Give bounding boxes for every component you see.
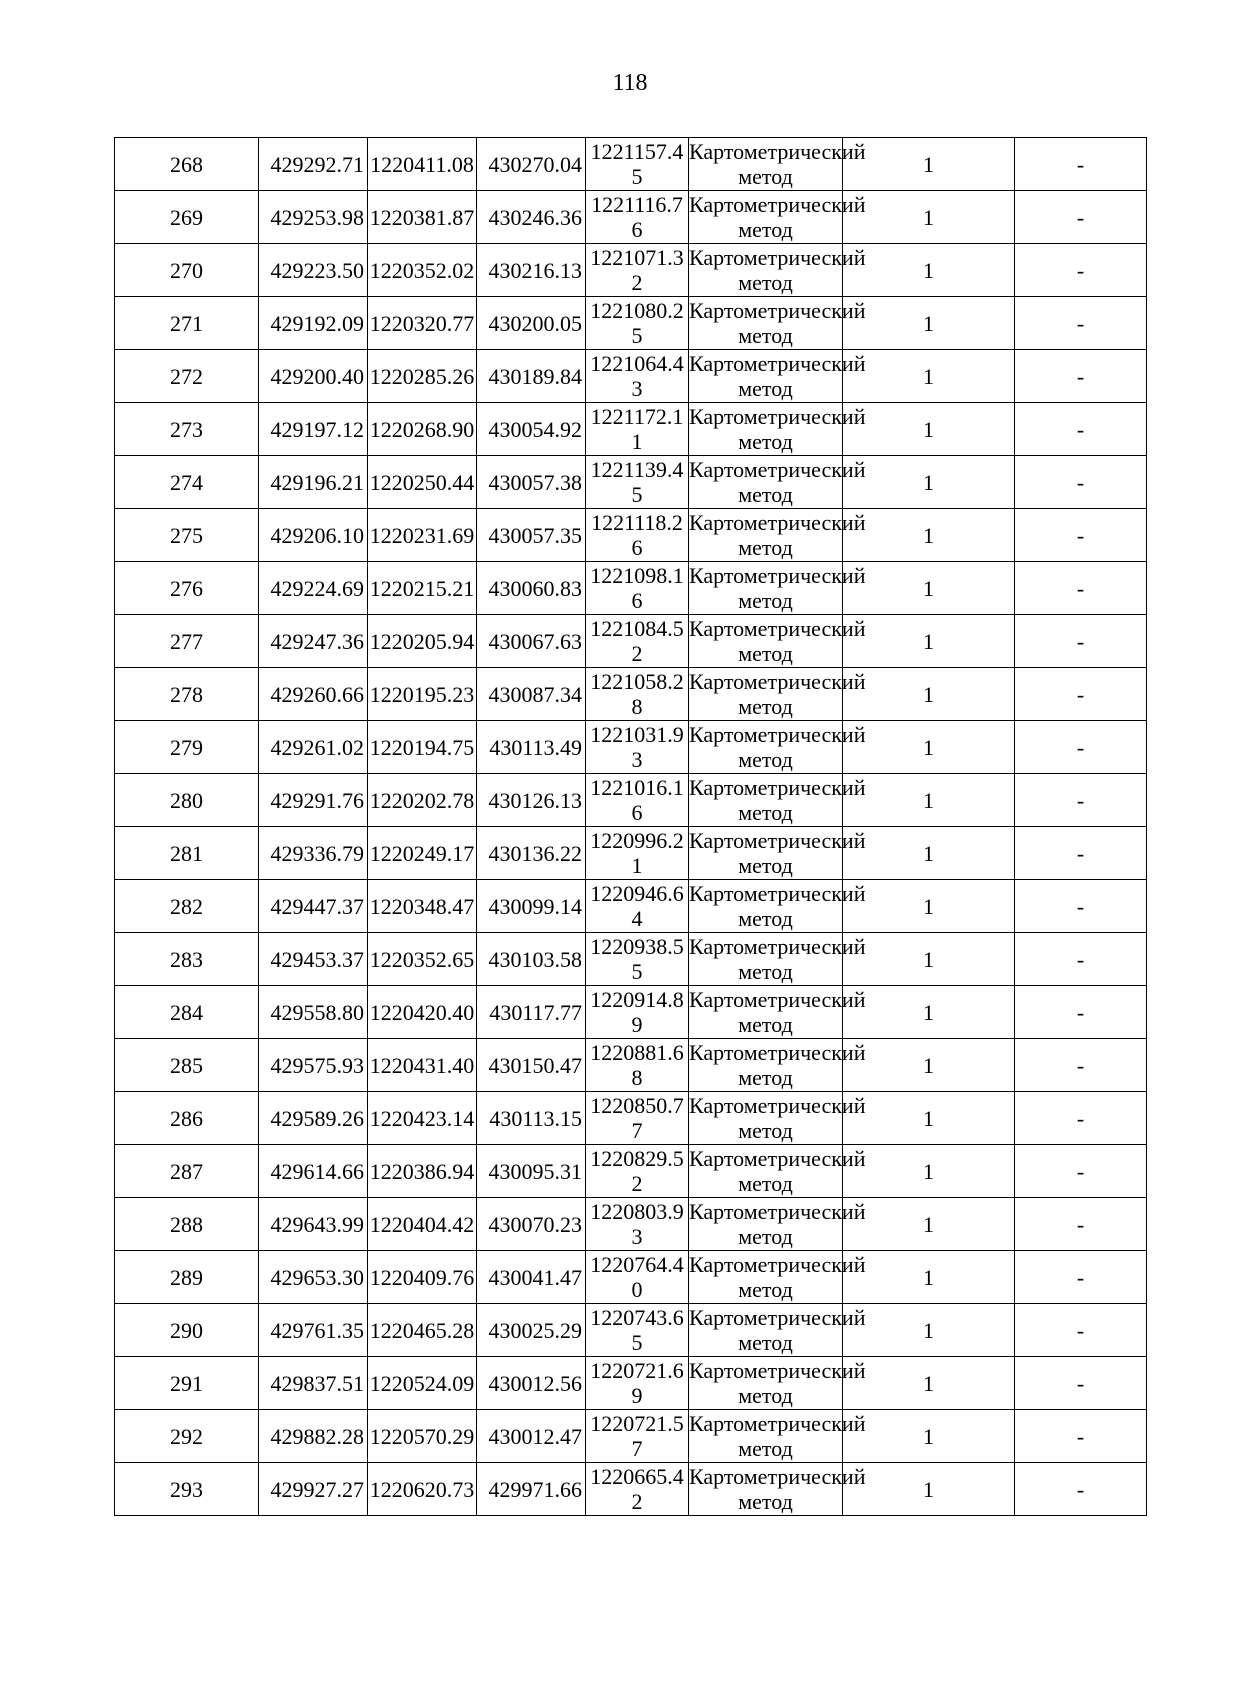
accuracy-cell: 1 — [843, 138, 1015, 191]
accuracy-cell: 1 — [843, 1251, 1015, 1304]
table-row — [115, 1357, 1147, 1410]
y2-cell: 1221118.26 — [586, 509, 689, 562]
note-cell: - — [1015, 1357, 1147, 1410]
y2-cell: 1220881.68 — [586, 1039, 689, 1092]
y2-cell: 1220829.52 — [586, 1145, 689, 1198]
x1-cell: 429247.36 — [259, 615, 368, 668]
method-cell: Картометрический метод — [689, 775, 866, 825]
x2-cell: 430087.34 — [477, 668, 586, 721]
y2-cell: 1221098.16 — [586, 562, 689, 615]
x1-cell: 429453.37 — [259, 933, 368, 986]
method-cell: Картометрический метод — [689, 1411, 866, 1461]
y2-cell: 1221058.28 — [586, 668, 689, 721]
y1-cell: 1220431.40 — [368, 1039, 477, 1092]
note-cell: - — [1015, 1198, 1147, 1251]
method-cell: Картометрический метод — [689, 298, 866, 348]
accuracy-cell: 1 — [843, 986, 1015, 1039]
method-cell: Картометрический метод — [689, 404, 866, 454]
y2-cell: 1220743.65 — [586, 1304, 689, 1357]
accuracy-cell: 1 — [843, 1145, 1015, 1198]
y1-cell: 1220202.78 — [368, 774, 477, 827]
accuracy-cell: 1 — [843, 1410, 1015, 1463]
method-cell: Картометрический метод — [689, 139, 866, 189]
note-cell: - — [1015, 986, 1147, 1039]
method-cell: Картометрический метод — [689, 1040, 866, 1090]
y1-cell: 1220231.69 — [368, 509, 477, 562]
method-cell: Картометрический метод — [689, 192, 866, 242]
x2-cell: 430054.92 — [477, 403, 586, 456]
accuracy-cell: 1 — [843, 668, 1015, 721]
accuracy-cell: 1 — [843, 456, 1015, 509]
table-row — [115, 1410, 1147, 1463]
x2-cell: 430117.77 — [477, 986, 586, 1039]
table-row — [115, 1198, 1147, 1251]
x1-cell: 429253.98 — [259, 191, 368, 244]
table-row — [115, 721, 1147, 774]
accuracy-cell: 1 — [843, 880, 1015, 933]
x1-cell: 429260.66 — [259, 668, 368, 721]
y1-cell: 1220409.76 — [368, 1251, 477, 1304]
y1-cell: 1220250.44 — [368, 456, 477, 509]
y1-cell: 1220352.02 — [368, 244, 477, 297]
table-row — [115, 1463, 1147, 1516]
table-row — [115, 1145, 1147, 1198]
x2-cell: 430060.83 — [477, 562, 586, 615]
accuracy-cell: 1 — [843, 1357, 1015, 1410]
accuracy-cell: 1 — [843, 1304, 1015, 1357]
x1-cell: 429614.66 — [259, 1145, 368, 1198]
point-number-cell: 285 — [115, 1039, 259, 1092]
x2-cell: 430126.13 — [477, 774, 586, 827]
table-row — [115, 880, 1147, 933]
note-cell: - — [1015, 721, 1147, 774]
x2-cell: 430216.13 — [477, 244, 586, 297]
x1-cell: 429558.80 — [259, 986, 368, 1039]
point-number-cell: 279 — [115, 721, 259, 774]
accuracy-cell: 1 — [843, 721, 1015, 774]
note-cell: - — [1015, 350, 1147, 403]
y2-cell: 1221157.45 — [586, 138, 689, 191]
table-row — [115, 456, 1147, 509]
y1-cell: 1220352.65 — [368, 933, 477, 986]
table-row — [115, 1092, 1147, 1145]
y2-cell: 1220946.64 — [586, 880, 689, 933]
y1-cell: 1220320.77 — [368, 297, 477, 350]
x1-cell: 429292.71 — [259, 138, 368, 191]
method-cell: Картометрический метод — [689, 1464, 866, 1514]
table-row — [115, 986, 1147, 1039]
note-cell: - — [1015, 244, 1147, 297]
y2-cell: 1220996.21 — [586, 827, 689, 880]
table-row — [115, 668, 1147, 721]
x2-cell: 429971.66 — [477, 1463, 586, 1516]
note-cell: - — [1015, 933, 1147, 986]
method-cell: Картометрический метод — [689, 616, 866, 666]
note-cell: - — [1015, 1463, 1147, 1516]
x1-cell: 429200.40 — [259, 350, 368, 403]
note-cell: - — [1015, 138, 1147, 191]
y1-cell: 1220411.08 — [368, 138, 477, 191]
y2-cell: 1221016.16 — [586, 774, 689, 827]
y2-cell: 1221064.43 — [586, 350, 689, 403]
x2-cell: 430095.31 — [477, 1145, 586, 1198]
x2-cell: 430270.04 — [477, 138, 586, 191]
x1-cell: 429261.02 — [259, 721, 368, 774]
y2-cell: 1221172.11 — [586, 403, 689, 456]
x1-cell: 429575.93 — [259, 1039, 368, 1092]
x1-cell: 429197.12 — [259, 403, 368, 456]
table-row — [115, 509, 1147, 562]
x2-cell: 430113.49 — [477, 721, 586, 774]
y2-cell: 1220803.93 — [586, 1198, 689, 1251]
x2-cell: 430246.36 — [477, 191, 586, 244]
note-cell: - — [1015, 562, 1147, 615]
accuracy-cell: 1 — [843, 827, 1015, 880]
method-cell: Картометрический метод — [689, 1358, 866, 1408]
accuracy-cell: 1 — [843, 1198, 1015, 1251]
point-number-cell: 275 — [115, 509, 259, 562]
point-number-cell: 273 — [115, 403, 259, 456]
point-number-cell: 292 — [115, 1410, 259, 1463]
point-number-cell: 272 — [115, 350, 259, 403]
method-cell: Картометрический метод — [689, 881, 866, 931]
x2-cell: 430099.14 — [477, 880, 586, 933]
note-cell: - — [1015, 1145, 1147, 1198]
y2-cell: 1221080.25 — [586, 297, 689, 350]
x2-cell: 430041.47 — [477, 1251, 586, 1304]
x2-cell: 430057.38 — [477, 456, 586, 509]
method-cell: Картометрический метод — [689, 934, 866, 984]
note-cell: - — [1015, 668, 1147, 721]
y1-cell: 1220420.40 — [368, 986, 477, 1039]
accuracy-cell: 1 — [843, 244, 1015, 297]
x2-cell: 430150.47 — [477, 1039, 586, 1092]
method-cell: Картометрический метод — [689, 245, 866, 295]
y1-cell: 1220195.23 — [368, 668, 477, 721]
accuracy-cell: 1 — [843, 297, 1015, 350]
coordinates-table — [114, 137, 1147, 1516]
x1-cell: 429837.51 — [259, 1357, 368, 1410]
accuracy-cell: 1 — [843, 509, 1015, 562]
accuracy-cell: 1 — [843, 774, 1015, 827]
x2-cell: 430113.15 — [477, 1092, 586, 1145]
point-number-cell: 290 — [115, 1304, 259, 1357]
y1-cell: 1220524.09 — [368, 1357, 477, 1410]
table-row — [115, 138, 1147, 191]
x2-cell: 430070.23 — [477, 1198, 586, 1251]
x1-cell: 429224.69 — [259, 562, 368, 615]
note-cell: - — [1015, 1039, 1147, 1092]
x2-cell: 430103.58 — [477, 933, 586, 986]
x2-cell: 430067.63 — [477, 615, 586, 668]
method-cell: Картометрический метод — [689, 1199, 866, 1249]
table-row — [115, 827, 1147, 880]
method-cell: Картометрический метод — [689, 351, 866, 401]
accuracy-cell: 1 — [843, 1092, 1015, 1145]
x1-cell: 429882.28 — [259, 1410, 368, 1463]
method-cell: Картометрический метод — [689, 828, 866, 878]
x1-cell: 429336.79 — [259, 827, 368, 880]
table-row — [115, 1251, 1147, 1304]
x2-cell: 430057.35 — [477, 509, 586, 562]
x1-cell: 429223.50 — [259, 244, 368, 297]
x2-cell: 430136.22 — [477, 827, 586, 880]
table-row — [115, 1039, 1147, 1092]
accuracy-cell: 1 — [843, 562, 1015, 615]
method-cell: Картометрический метод — [689, 1146, 866, 1196]
y1-cell: 1220465.28 — [368, 1304, 477, 1357]
y2-cell: 1221031.93 — [586, 721, 689, 774]
table-row — [115, 297, 1147, 350]
method-cell: Картометрический метод — [689, 563, 866, 613]
y1-cell: 1220381.87 — [368, 191, 477, 244]
point-number-cell: 293 — [115, 1463, 259, 1516]
table-row — [115, 774, 1147, 827]
y1-cell: 1220215.21 — [368, 562, 477, 615]
x1-cell: 429196.21 — [259, 456, 368, 509]
table-row — [115, 244, 1147, 297]
point-number-cell: 291 — [115, 1357, 259, 1410]
point-number-cell: 288 — [115, 1198, 259, 1251]
note-cell: - — [1015, 774, 1147, 827]
y2-cell: 1220721.69 — [586, 1357, 689, 1410]
point-number-cell: 289 — [115, 1251, 259, 1304]
note-cell: - — [1015, 1304, 1147, 1357]
point-number-cell: 281 — [115, 827, 259, 880]
note-cell: - — [1015, 615, 1147, 668]
y2-cell: 1220764.40 — [586, 1251, 689, 1304]
accuracy-cell: 1 — [843, 350, 1015, 403]
point-number-cell: 270 — [115, 244, 259, 297]
point-number-cell: 271 — [115, 297, 259, 350]
method-cell: Картометрический метод — [689, 457, 866, 507]
x1-cell: 429761.35 — [259, 1304, 368, 1357]
method-cell: Картометрический метод — [689, 722, 866, 772]
page-number: 118 — [612, 70, 648, 96]
accuracy-cell: 1 — [843, 933, 1015, 986]
note-cell: - — [1015, 297, 1147, 350]
y1-cell: 1220386.94 — [368, 1145, 477, 1198]
x1-cell: 429589.26 — [259, 1092, 368, 1145]
x1-cell: 429927.27 — [259, 1463, 368, 1516]
y1-cell: 1220249.17 — [368, 827, 477, 880]
x1-cell: 429291.76 — [259, 774, 368, 827]
method-cell: Картометрический метод — [689, 1305, 866, 1355]
point-number-cell: 276 — [115, 562, 259, 615]
method-cell: Картометрический метод — [689, 1252, 866, 1302]
note-cell: - — [1015, 827, 1147, 880]
point-number-cell: 286 — [115, 1092, 259, 1145]
y2-cell: 1221116.76 — [586, 191, 689, 244]
y2-cell: 1220850.77 — [586, 1092, 689, 1145]
y1-cell: 1220348.47 — [368, 880, 477, 933]
y2-cell: 1220914.89 — [586, 986, 689, 1039]
accuracy-cell: 1 — [843, 1463, 1015, 1516]
note-cell: - — [1015, 191, 1147, 244]
table-row — [115, 1304, 1147, 1357]
x2-cell: 430012.47 — [477, 1410, 586, 1463]
table-row — [115, 562, 1147, 615]
x1-cell: 429643.99 — [259, 1198, 368, 1251]
x2-cell: 430189.84 — [477, 350, 586, 403]
y1-cell: 1220205.94 — [368, 615, 477, 668]
y1-cell: 1220194.75 — [368, 721, 477, 774]
note-cell: - — [1015, 1092, 1147, 1145]
method-cell: Картометрический метод — [689, 987, 866, 1037]
y2-cell: 1221071.32 — [586, 244, 689, 297]
point-number-cell: 278 — [115, 668, 259, 721]
point-number-cell: 284 — [115, 986, 259, 1039]
table-body — [115, 138, 1147, 1516]
point-number-cell: 282 — [115, 880, 259, 933]
note-cell: - — [1015, 509, 1147, 562]
table-row — [115, 615, 1147, 668]
point-number-cell: 283 — [115, 933, 259, 986]
point-number-cell: 274 — [115, 456, 259, 509]
point-number-cell: 287 — [115, 1145, 259, 1198]
note-cell: - — [1015, 403, 1147, 456]
x2-cell: 430025.29 — [477, 1304, 586, 1357]
accuracy-cell: 1 — [843, 1039, 1015, 1092]
table-row — [115, 933, 1147, 986]
point-number-cell: 268 — [115, 138, 259, 191]
accuracy-cell: 1 — [843, 403, 1015, 456]
table-row — [115, 350, 1147, 403]
y1-cell: 1220404.42 — [368, 1198, 477, 1251]
method-cell: Картометрический метод — [689, 1093, 866, 1143]
point-number-cell: 280 — [115, 774, 259, 827]
method-cell: Картометрический метод — [689, 669, 866, 719]
note-cell: - — [1015, 1410, 1147, 1463]
method-cell: Картометрический метод — [689, 510, 866, 560]
x1-cell: 429206.10 — [259, 509, 368, 562]
x1-cell: 429192.09 — [259, 297, 368, 350]
y1-cell: 1220570.29 — [368, 1410, 477, 1463]
y1-cell: 1220285.26 — [368, 350, 477, 403]
y2-cell: 1220665.42 — [586, 1463, 689, 1516]
accuracy-cell: 1 — [843, 615, 1015, 668]
table-row — [115, 191, 1147, 244]
y2-cell: 1221139.45 — [586, 456, 689, 509]
note-cell: - — [1015, 880, 1147, 933]
y2-cell: 1221084.52 — [586, 615, 689, 668]
x1-cell: 429653.30 — [259, 1251, 368, 1304]
table-row — [115, 403, 1147, 456]
y1-cell: 1220423.14 — [368, 1092, 477, 1145]
y2-cell: 1220721.57 — [586, 1410, 689, 1463]
point-number-cell: 277 — [115, 615, 259, 668]
note-cell: - — [1015, 456, 1147, 509]
point-number-cell: 269 — [115, 191, 259, 244]
x2-cell: 430200.05 — [477, 297, 586, 350]
y2-cell: 1220938.55 — [586, 933, 689, 986]
y1-cell: 1220620.73 — [368, 1463, 477, 1516]
x1-cell: 429447.37 — [259, 880, 368, 933]
accuracy-cell: 1 — [843, 191, 1015, 244]
x2-cell: 430012.56 — [477, 1357, 586, 1410]
note-cell: - — [1015, 1251, 1147, 1304]
y1-cell: 1220268.90 — [368, 403, 477, 456]
